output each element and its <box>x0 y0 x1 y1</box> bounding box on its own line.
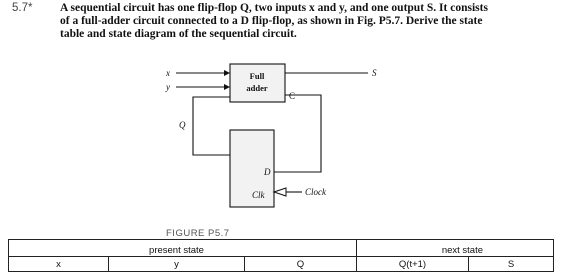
col-header-q-next: Q(t+1) <box>357 257 469 272</box>
figure-caption: FIGURE P5.7 <box>166 228 230 239</box>
col-header-q: Q <box>245 257 357 272</box>
state-table <box>8 239 554 272</box>
clock-label: Clock <box>305 187 326 197</box>
group-present-state: present state <box>109 240 245 257</box>
wire-carry-to-d <box>274 95 321 172</box>
state-table-group-header <box>9 240 554 257</box>
col-header-y: y <box>109 257 245 272</box>
q-label: Q <box>179 120 186 130</box>
arrow-x-icon <box>224 70 230 76</box>
problem-line-2: of a full-adder circuit connected to a D flip-flop, as shown in Fig. P5.7. Derive the state <box>60 15 483 27</box>
col-header-x: x <box>9 257 109 272</box>
problem-number: 5.7* <box>12 2 33 14</box>
full-adder-label-1: Full <box>249 71 265 81</box>
wire-q-feedback <box>193 97 230 155</box>
group-next-state: next state <box>357 240 554 257</box>
input-x-label: x <box>166 68 170 78</box>
full-adder-label-2: adder <box>246 83 268 93</box>
clock-triangle-icon <box>274 188 286 196</box>
carry-label: C <box>289 91 296 101</box>
output-s-label: S <box>372 68 377 78</box>
input-y-label: y <box>166 82 170 92</box>
problem-line-1: A sequential circuit has one flip-flop Q, two inputs x and y, and one output S. It consists <box>60 2 488 14</box>
d-input-label: D <box>264 167 271 177</box>
col-header-s: S <box>469 257 554 272</box>
problem-line-3: table and state diagram of the sequential circuit. <box>60 28 297 40</box>
arrow-y-icon <box>224 84 230 90</box>
clk-input-label: Clk <box>252 190 265 200</box>
state-table-column-header <box>9 257 554 272</box>
